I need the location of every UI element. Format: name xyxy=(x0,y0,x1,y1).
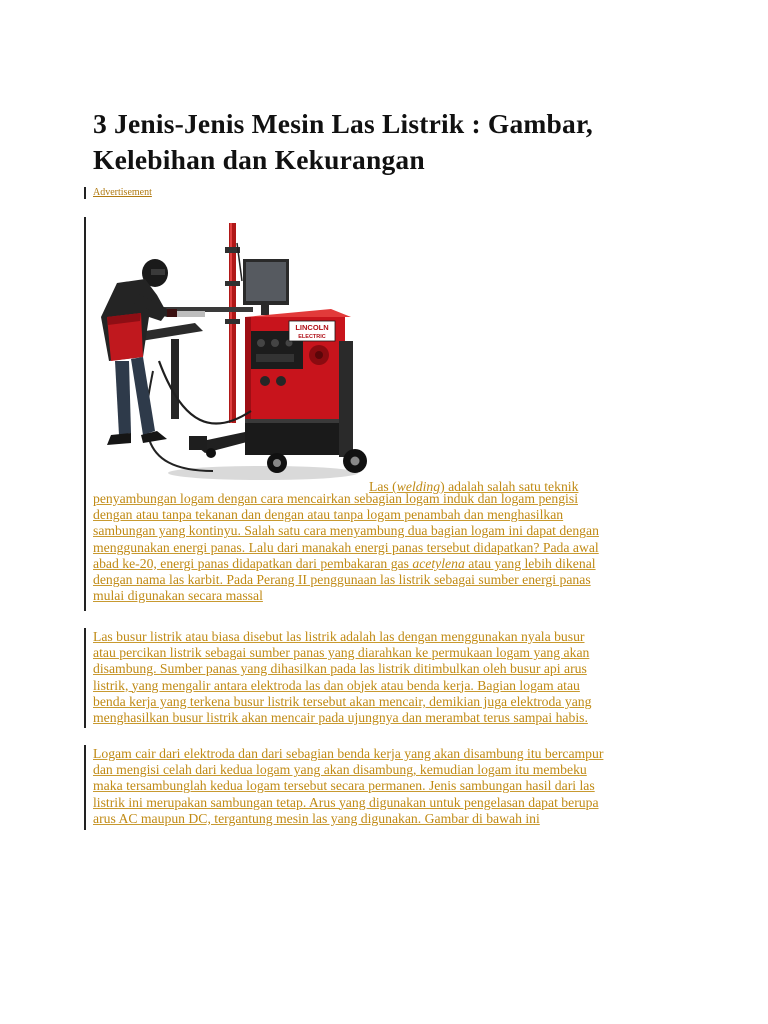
text-line[interactable]: maka tersambunglah kedua logam tersebut secara permanen. Jenis sambungan hasil dari las xyxy=(93,778,595,794)
text-line[interactable]: atau percikan listrik sebagai sumber panas yang diarahkan ke permukaan logam yang akan xyxy=(93,645,590,661)
text-line[interactable]: disambung. Sumber panas yang dihasilkan pada las listrik ditimbulkan oleh busur api arus xyxy=(93,661,587,677)
text-line[interactable]: Logam cair dari elektroda dan dari sebagian benda kerja yang akan disambung itu bercampur xyxy=(93,746,604,761)
text-line[interactable]: menghasilkan busur listrik akan mencair pada ujungnya dan merambat terus sampai habis. xyxy=(93,709,588,725)
paragraph3-rule xyxy=(84,745,86,830)
text-line[interactable]: dengan nama las karbit. Pada Perang II penggunaan las listrik sebagai sumber energi panas xyxy=(93,571,591,587)
paragraph1 xyxy=(93,491,599,604)
article-title xyxy=(93,106,593,178)
text-line[interactable]: arus AC maupun DC, tergantung mesin las yang digunakan. Gambar di bawah ini xyxy=(93,810,540,826)
title-line: 3 Jenis-Jenis Mesin Las Listrik : Gambar, xyxy=(93,108,593,139)
text-line[interactable] xyxy=(93,556,599,572)
advertisement-rule xyxy=(84,187,86,199)
paragraph2-rule xyxy=(84,628,86,728)
text-segment: abad ke-20, energi panas didapatkan dari pembakaran gas xyxy=(93,555,413,571)
logo-electric-text: ELECTRIC xyxy=(298,334,326,340)
lead-italic: welding xyxy=(396,479,441,494)
paragraph1-rule xyxy=(84,217,86,611)
welding-machine-image xyxy=(93,221,369,486)
text-line[interactable]: Las busur listrik atau biasa disebut las listrik adalah las dengan menggunakan nyala busur xyxy=(93,629,585,644)
logo-lincoln-text: LINCOLN xyxy=(295,323,329,332)
lead-after: ) adalah salah satu teknik xyxy=(440,479,579,494)
text-line[interactable]: listrik, yang mengalir antara elektroda las dan objek atau benda kerja. Bagian logam atau xyxy=(93,677,580,693)
text-line[interactable]: benda kerja yang terkena busur listrik tersebut akan mencair, demikian juga elektroda yang xyxy=(93,693,592,709)
text-line[interactable]: dengan atau tanpa tekanan dan dengan atau tanpa logam penambah dan menghasilkan xyxy=(93,507,564,523)
paragraph3 xyxy=(93,746,603,827)
text-line[interactable]: mulai digunakan secara massal xyxy=(93,588,263,604)
text-line[interactable]: dan mengisi celah dari kedua logam yang akan disambung, kemudian logam itu membeku xyxy=(93,762,587,778)
title-line: Kelebihan dan Kekurangan xyxy=(93,144,425,175)
text-line[interactable]: menggunakan energi panas. Lalu dari manakah energi panas tersebut didapatkan? Pada awal xyxy=(93,539,599,555)
text-line[interactable]: penyambungan logam dengan cara mencairkan sebagian logam induk dan logam pengisi xyxy=(93,491,578,506)
text-line[interactable]: sambungan yang kontinyu. Salah satu cara menyambung dua bagian logam ini dapat dengan xyxy=(93,523,599,539)
text-segment: atau yang lebih dikenal xyxy=(464,555,596,571)
advertisement-link[interactable]: Advertisement xyxy=(93,187,152,198)
paragraph2 xyxy=(93,629,591,726)
text-line[interactable]: listrik ini merupakan sambungan tetap. Arus yang digunakan untuk pengelasan dapat berupa xyxy=(93,794,599,810)
italic-term: acetylena xyxy=(412,555,465,571)
lead-before: Las ( xyxy=(369,479,397,494)
